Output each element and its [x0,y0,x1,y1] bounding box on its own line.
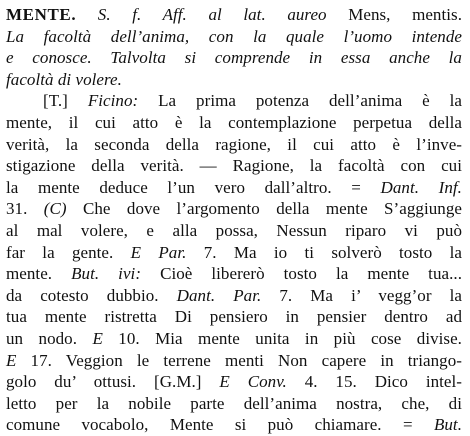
entry-line [6,177,462,199]
entry-line [6,414,462,436]
text-run: comune vocabolo, Mente si può chiamare. = [6,415,434,435]
italic-run: But. [433,415,462,435]
text-run: tua mente ristretta Di pensiero in pensier dentro ad [6,307,462,327]
entry-line [6,242,462,264]
italic-run: Ficino: [87,91,139,111]
text-run: 31. [6,199,44,219]
text-run: 4. 15. Dico intel- [286,372,463,392]
entry-line [6,26,462,48]
italic-run: Dant. Par. [176,285,262,305]
entry-line [6,220,462,242]
text-run: letto per la nobile parte dell’anima nostra, che, di [6,393,462,413]
text-run: 7. Ma io ti solverò tosto la [186,242,462,262]
entry-line [6,69,462,91]
italic-run: (C) [43,199,67,219]
entry-line [6,4,462,26]
lemma: MENTE. [6,5,77,24]
entry-line [6,285,462,307]
italic-run: E Conv. [219,372,287,392]
text-run: mente. [6,264,72,284]
italic-run: S. f. Aff. al lat. aureo [76,5,349,24]
italic-run: E [92,328,103,348]
entry-line [6,393,462,415]
text-run: Che dove l’argomento della mente S’aggiunge [66,199,462,219]
entry-line [6,306,462,328]
text-run: mente, il cui atto è la contemplazione perpetua della [6,112,462,132]
text-run: golo du’ ottusi. [G.M.] [6,372,220,392]
text-run: la mente deduce l’un vero dall’altro. = [6,177,381,197]
entry-line [6,155,462,177]
text-run: stigazione della verità. — Ragione, la facoltà con cui [6,156,462,176]
italic-run: But. ivi: [71,264,142,284]
italic-run: E [6,350,17,370]
text-run: un nodo. [6,328,93,348]
entry-line [6,198,462,220]
entry-line [6,263,462,285]
text-run: La prima potenza dell’anima è la [138,91,462,111]
text-run: Cioè libererò tosto la mente tua... [141,264,463,284]
italic-run: Dant. Inf. [380,177,462,197]
text-run: [T.] [43,91,88,111]
entry-line [6,350,462,372]
text-run: verità, la seconda della ragione, il cui atto è l’inve- [6,134,462,154]
entry-line [6,112,462,134]
entry-line [6,134,462,156]
text-run: 10. Mia mente unita in più cose divise. [102,328,462,348]
text-run: far la gente. [6,242,131,262]
text-run: da cotesto dubbio. [6,285,177,305]
text-run: 7. Ma i’ vegg’or la [261,285,462,305]
text-run: 17. Veggion le terrene menti Non capere in triango- [16,350,462,370]
entry-line [6,47,462,69]
text-run: Mens, mentis. [348,5,462,24]
entry-line [6,90,462,112]
italic-run: La facoltà dell’anima, con la quale l’uomo intende [6,26,462,46]
entry-line [6,371,462,393]
italic-run: e conosce. Talvolta si comprende in essa anche la [6,48,462,68]
italic-run: facoltà di volere. [6,69,122,89]
entry-line [6,328,462,350]
italic-run: E Par. [130,242,187,262]
text-run: al mal volere, e alla possa, Nessun riparo vi può [6,220,462,240]
